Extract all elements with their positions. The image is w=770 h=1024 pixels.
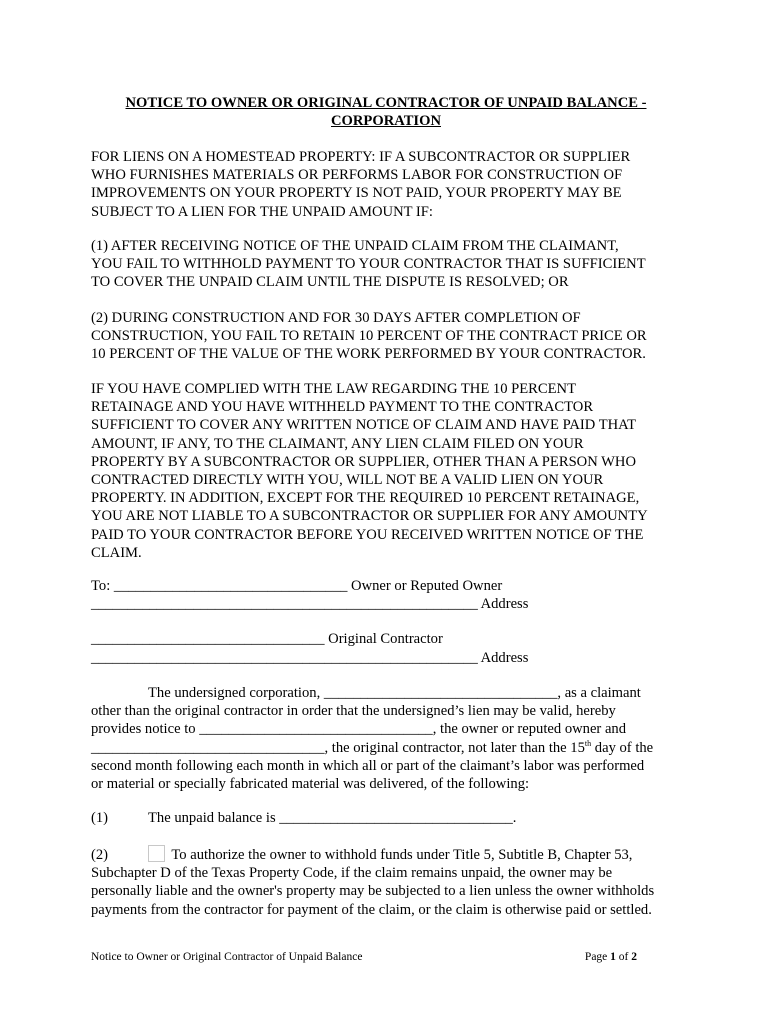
body-line-4 xyxy=(91,739,681,757)
owner-line xyxy=(91,577,681,595)
body-text: , as a claimant xyxy=(557,685,641,701)
item-2-rest: Subchapter D of the Texas Property Code, if the claim remains unpaid, the owner may be personally liable and the owner's property may be subjected to a lien unless the owner withholds payments from the contractor for payment of the claim, or the claim is otherwise paid or settled. xyxy=(91,865,655,918)
current-page: 1 xyxy=(610,951,616,963)
compliance-paragraph: IF YOU HAVE COMPLIED WITH THE LAW REGARDING THE 10 PERCENT RETAINAGE AND YOU HAVE WITHHELD PAYMENT TO THE CONTRACTOR SUFFICIENT TO COVER ANY WRITTEN NOTICE OF CLAIM AND HAVE PAID THAT AMOUNT, IF ANY, TO THE CLAIMANT, ANY LIEN CLAIM FILED ON YOUR PROPERTY BY A SUBCONTRACTOR OR SUPPLIER, OTHER THAN A PERSON WHO CONTRACTED DIRECTLY WITH YOU, WILL NOT BE A VALID LIEN ON YOUR PROPERTY. IN ADDITION, EXCEPT FOR THE REQUIRED 10 PERCENT RETAINAGE, YOU ARE NOT LIABLE TO A SUBCONTRACTOR OR SUPPLIER FOR ANY AMOUNTY PAID TO YOUR CONTRACTOR BEFORE YOU RECEIVED WRITTEN NOTICE OF THE CLAIM. xyxy=(91,381,648,561)
contractor-line xyxy=(91,630,681,648)
body-text: provides notice to xyxy=(91,721,200,738)
title-line-1: NOTICE TO OWNER OR ORIGINAL CONTRACTOR OF UNPAID BALANCE - xyxy=(125,95,647,111)
body-line-6: or material or specially fabricated material was delivered, of the following: xyxy=(91,776,530,793)
document-title xyxy=(91,94,681,130)
owner-address-blank[interactable]: _____________________________________________________ xyxy=(91,596,478,613)
body-text: , the original contractor, not later than the 15 xyxy=(324,739,585,756)
owner-label: Owner or Reputed Owner xyxy=(347,578,503,594)
page-footer xyxy=(91,948,681,966)
footer-title: Notice to Owner or Original Contractor of Unpaid Balance xyxy=(91,951,363,963)
body-text: , the owner or reputed owner and xyxy=(432,721,627,738)
homestead-warning: FOR LIENS ON A HOMESTEAD PROPERTY: IF A SUBCONTRACTOR OR SUPPLIER WHO FURNISHES MATERIALS OR PERFORMS LABOR FOR CONSTRUCTION OF IMPROVEMENTS ON YOUR PROPERTY IS NOT PAID, YOUR PROPERTY MAY BE SUBJECT TO A LIEN FOR THE UNPAID AMOUNT IF: xyxy=(91,149,631,220)
contractor-notice-blank[interactable]: ________________________________ xyxy=(91,739,325,756)
item-1-text: The unpaid balance is xyxy=(148,810,280,826)
total-pages: 2 xyxy=(631,951,637,963)
item-2-number: (2) xyxy=(91,847,109,863)
item-2-line-1: To authorize the owner to withhold funds under Title 5, Subtitle B, Chapter 53, xyxy=(168,847,633,863)
ordinal-suffix: th xyxy=(584,738,592,748)
body-line-2: other than the original contractor in order that the undersigned’s lien may be valid, hereby xyxy=(91,703,616,720)
clause-2: (2) DURING CONSTRUCTION AND FOR 30 DAYS AFTER COMPLETION OF CONSTRUCTION, YOU FAIL TO RETAIN 10 PERCENT OF THE CONTRACT PRICE OR 10 PERCENT OF THE VALUE OF THE WORK PERFORMED BY YOUR CONTRACTOR. xyxy=(91,310,647,363)
page-number xyxy=(585,948,681,966)
notice-body xyxy=(91,684,681,793)
contractor-address-label: Address xyxy=(477,649,529,666)
clause-1: (1) AFTER RECEIVING NOTICE OF THE UNPAID CLAIM FROM THE CLAIMANT, YOU FAIL TO WITHHOLD PAYMENT TO YOUR CONTRACTOR THAT IS SUFFICIENT TO COVER THE UNPAID CLAIM UNTIL THE DISPUTE IS RESOLVED; OR xyxy=(91,238,646,291)
contractor-address-blank[interactable]: _____________________________________________________ xyxy=(91,649,478,666)
contractor-label: Original Contractor xyxy=(324,631,443,648)
body-line-5: second month following each month in which all or part of the claimant’s labor was performed xyxy=(91,757,645,774)
of-word: of xyxy=(615,951,632,963)
item-1-number: (1) xyxy=(91,810,109,826)
owner-address-line xyxy=(91,595,681,613)
addressee-section xyxy=(91,577,681,667)
owner-name-blank[interactable]: ________________________________ xyxy=(113,578,348,594)
item-2-first-line xyxy=(91,845,681,864)
body-text: day of the xyxy=(591,739,654,756)
contractor-address-line xyxy=(91,649,681,667)
body-line-3 xyxy=(91,720,681,738)
item-2 xyxy=(91,845,681,919)
to-label: To: xyxy=(91,578,114,594)
authorize-withhold-checkbox[interactable] xyxy=(148,845,165,862)
item-1 xyxy=(91,809,681,827)
page-word: Page xyxy=(584,951,611,963)
body-line-1 xyxy=(91,684,681,702)
title-line-2: CORPORATION xyxy=(331,113,441,129)
contractor-name-blank[interactable]: ________________________________ xyxy=(91,631,325,648)
document-page xyxy=(91,0,681,1024)
body-text: The undersigned corporation, xyxy=(148,685,324,701)
unpaid-balance-blank[interactable]: ________________________________ xyxy=(279,810,513,826)
owner-notice-blank[interactable]: ________________________________ xyxy=(199,721,433,738)
corporation-name-blank[interactable]: ________________________________ xyxy=(323,685,558,701)
item-1-period: . xyxy=(512,810,517,826)
owner-address-label: Address xyxy=(477,596,529,613)
